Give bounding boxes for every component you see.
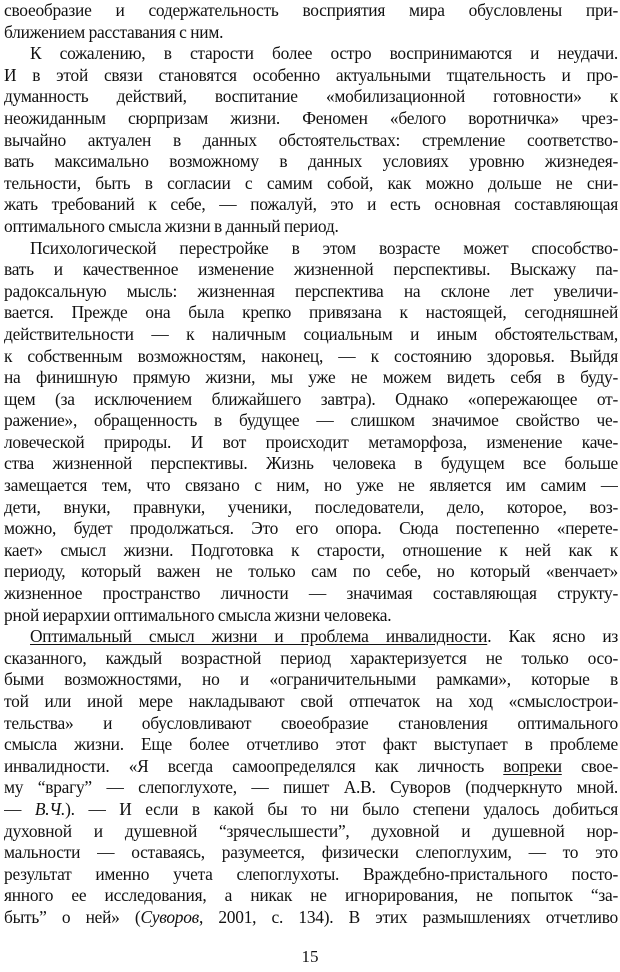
text-line: рной иерархии оптимального смысла жизни человека. bbox=[4, 604, 392, 625]
text-line: своеобразие и содержательность восприятия мира обусловлены при- bbox=[4, 0, 618, 20]
text-line: тельности, быть в согласии с самим собой, как можно дольше не сни- bbox=[4, 172, 618, 193]
text-span: свое- bbox=[561, 755, 618, 776]
text-line: думанность действий, воспитание «мобилизационной готовности» к bbox=[4, 86, 618, 107]
italic-initials: В.Ч. bbox=[34, 798, 66, 819]
text-line: вычайно актуален в данных обстоятельствах: стремление соответство- bbox=[4, 129, 618, 150]
text-line: той или иной мере накладывают свой отпечаток на ход «смыслострои- bbox=[4, 691, 618, 711]
text-line: жать требований к себе, — пожалуй, это и есть основная составляющая bbox=[4, 194, 618, 215]
text-line: радоксальную мысль: жизненная перспектива на склоне лет увеличи- bbox=[4, 280, 618, 301]
text-span: ). — И если в какой бы то ни было степени удалось добиться bbox=[65, 798, 618, 819]
text-line bbox=[4, 756, 618, 778]
text-line: быми возможностями, но и «ограничительными рамками», которые в bbox=[4, 669, 618, 690]
text-line: оптимального смысла жизни в данный период. bbox=[4, 215, 339, 236]
text-line: вать и качественное изменение жизненной перспективы. Выскажу па- bbox=[4, 259, 618, 280]
text-line: ражение», обращенность в будущее — слишком значимое свойство че- bbox=[4, 410, 618, 431]
text-line bbox=[4, 626, 618, 648]
text-line: щем (за исключением ближайшего завтра). Однако «опережающее от- bbox=[4, 388, 618, 409]
text-line: И в этой связи становятся особенно актуальными тщательность и про- bbox=[4, 64, 618, 85]
text-span: . Как ясно из bbox=[487, 626, 618, 647]
text-line: ловеческой природы. И вот происходит метаморфоза, изменение каче- bbox=[4, 431, 618, 452]
text-line: смысла жизни. Еще более отчетливо этот факт выступает в проблеме bbox=[4, 734, 618, 755]
text-line: результат именно учета слепоглухоты. Враждебно-пристального посто- bbox=[4, 863, 618, 884]
text-line: жизненное пространство личности — значимая составляющая структу- bbox=[4, 583, 618, 604]
text-line bbox=[4, 799, 618, 821]
text-line: Психологической перестройке в этом возрасте может способство- bbox=[30, 237, 618, 258]
italic-citation: Суворов bbox=[140, 906, 199, 927]
text-span: — bbox=[4, 798, 35, 819]
text-line: вать максимально возможному в данных условиях уровню жизнедея- bbox=[4, 151, 618, 172]
text-line: ства жизненной перспективы. Жизнь человека в будущем все больше bbox=[4, 453, 618, 474]
text-span: инвалидности. «Я всегда самоопределялся как личность bbox=[4, 755, 504, 776]
underlined-word: вопреки bbox=[503, 755, 562, 776]
text-line: периоду, который важен не только сам по себе, но который «венчает» bbox=[4, 561, 618, 582]
text-line: к собственным возможностям, наконец, — к состоянию здоровья. Выйдя bbox=[4, 345, 618, 366]
text-line: можно, будет продолжаться. Это его опора. Сюда постепенно «перете- bbox=[4, 518, 618, 539]
text-line: замещается тем, что связано с ним, но уже не является им самим — bbox=[4, 475, 618, 496]
text-line: кает» смысл жизни. Подготовка к старости, отношение к ней как к bbox=[4, 539, 618, 560]
text-line: тельства» и обусловливают своеобразие становления оптимального bbox=[4, 712, 618, 733]
text-line: ближением расставания с ним. bbox=[4, 21, 224, 42]
text-line: мальности — оставаясь, разумеется, физически слепоглухим, — то это bbox=[4, 842, 618, 863]
text-line bbox=[4, 907, 618, 929]
section-heading: Оптимальный смысл жизни и проблема инвалидности bbox=[30, 626, 488, 647]
text-line: янного ее исследования, а никак не игнорирования, не попыток “за- bbox=[4, 885, 618, 906]
body-text bbox=[4, 0, 618, 929]
text-line: действительности — к наличным социальным и иным обстоятельствам, bbox=[4, 323, 618, 344]
text-line: духовной и душевной “зрячеслышести”, духовной и душевной нор- bbox=[4, 820, 618, 841]
text-line: му “врагу” — слепоглухоте, — пишет А.В. Суворов (подчеркнуто мной. bbox=[4, 777, 618, 798]
page-number: 15 bbox=[301, 947, 319, 966]
text-span: быть” о ней» ( bbox=[4, 906, 141, 927]
text-line: К сожалению, в старости более остро воспринимаются и неудачи. bbox=[30, 43, 618, 64]
text-line: сказанного, каждый возрастной период характеризуется не только осо- bbox=[4, 647, 618, 668]
text-span: , 2001, с. 134). В этих размышлениях отчетливо bbox=[198, 906, 618, 927]
text-line: на финишную прямую жизни, мы уже не можем видеть себя в буду- bbox=[4, 367, 618, 388]
text-line: неожиданным сюрпризам жизни. Феномен «белого воротничка» чрез- bbox=[4, 107, 618, 128]
text-line: вается. Прежде она была крепко привязана к настоящей, сегодняшней bbox=[4, 302, 618, 323]
text-line: дети, внуки, правнуки, ученики, последователи, дело, которое, воз- bbox=[4, 496, 618, 517]
